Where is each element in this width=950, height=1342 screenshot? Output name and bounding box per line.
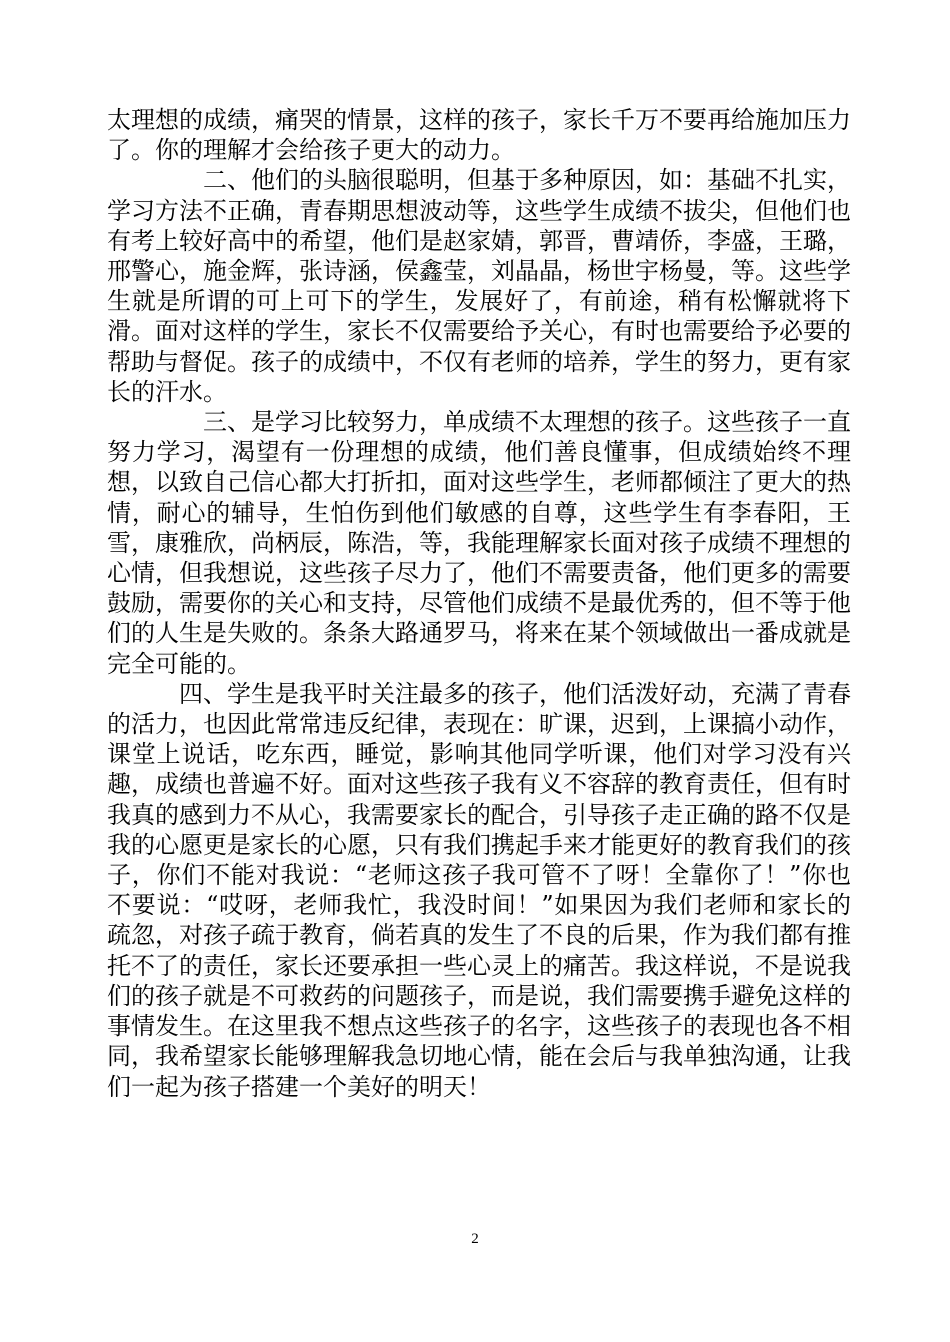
document-body (107, 105, 851, 1102)
paragraph-section-two: 二、他们的头脑很聪明，但基于多种原因，如：基础不扎实，学习方法不正确，青春期思想波动等，这些学生成绩不拔尖，但他们也有考上较好高中的希望，他们是赵家婧，郭晋，曹靖侨，李盛，王璐，邢警心，施金辉，张诗涵，侯鑫莹，刘晶晶，杨世宇杨曼，等。这些学生就是所谓的可上可下的学生，发展好了，有前途，稍有松懈就将下滑。面对这样的学生，家长不仅需要给予关心，有时也需要给予必要的帮助与督促。孩子的成绩中，不仅有老师的培养，学生的努力，更有家长的汗水。 (107, 166, 851, 406)
paragraph-section-three: 三、是学习比较努力，单成绩不太理想的孩子。这些孩子一直努力学习，渴望有一份理想的成绩，他们善良懂事，但成绩始终不理想，以致自己信心都大打折扣，面对这些学生，老师都倾注了更大的热情，耐心的辅导，生怕伤到他们敏感的自尊，这些学生有李春阳，王雪，康雅欣，尚柄辰，陈浩，等，我能理解家长面对孩子成绩不理想的心情，但我想说，这些孩子尽力了，他们不需要责备，他们更多的需要鼓励，需要你的关心和支持，尽管他们成绩不是最优秀的，但不等于他们的人生是失败的。条条大路通罗马，将来在某个领域做出一番成就是完全可能的。 (107, 408, 851, 678)
page-number: 2 (471, 1231, 479, 1247)
paragraph-continued: 太理想的成绩，痛哭的情景，这样的孩子，家长千万不要再给施加压力了。你的理解才会给孩子更大的动力。 (107, 106, 851, 165)
paragraph-section-four: 四、学生是我平时关注最多的孩子，他们活泼好动，充满了青春的活力，也因此常常违反纪律，表现在：旷课，迟到，上课搞小动作，课堂上说话，吃东西，睡觉，影响其他同学听课，他们对学习没有兴趣，成绩也普遍不好。面对这些孩子我有义不容辞的教育责任，但有时我真的感到力不从心，我需要家长的配合，引导孩子走正确的路不仅是我的心愿更是家长的心愿，只有我们携起手来才能更好的教育我们的孩子，你们不能对我说：“老师这孩子我可管不了呀！全靠你了！”你也不要说：“哎呀，老师我忙，我没时间！”如果因为我们老师和家长的疏忽，对孩子疏于教育，倘若真的发生了不良的后果，作为我们都有推托不了的责任，家长还要承担一些心灵上的痛苦。我这样说，不是说我们的孩子就是不可救药的问题孩子，而是说，我们需要携手避免这样的事情发生。在这里我不想点这些孩子的名字，这些孩子的表现也各不相同，我希望家长能够理解我急切地心情，能在会后与我单独沟通，让我们一起为孩子搭建一个美好的明天！ (107, 679, 851, 1101)
